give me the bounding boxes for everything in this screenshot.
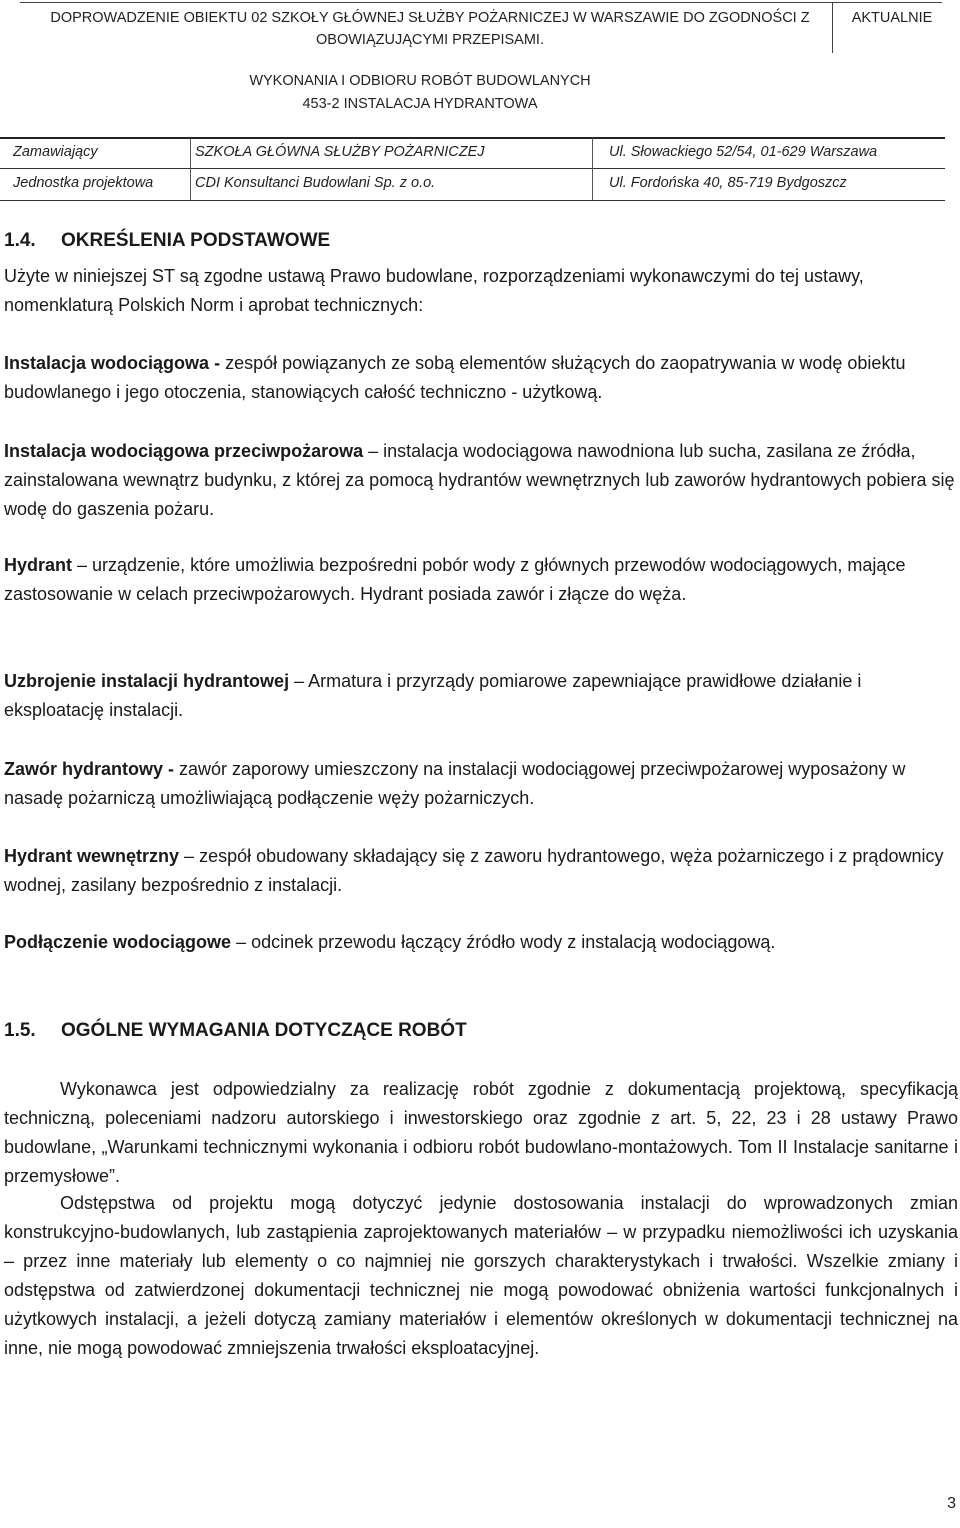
status-label: AKTUALNIE [851, 10, 933, 26]
definition-text: odcinek przewodu łączący źródło wody z instalacją wodociągową. [251, 932, 776, 952]
document-title: DOPROWADZENIE OBIEKTU 02 SZKOŁY GŁÓWNEJ SŁUŻBY POŻARNICZEJ W WARSZAWIE DO ZGODNOŚCI Z OBOWIĄZUJĄCYMI PRZEPISAMI. [50, 10, 810, 48]
designer-label: Jednostka projektowa [13, 175, 154, 191]
client-address: Ul. Słowackiego 52/54, 01-629 Warszawa [609, 144, 878, 160]
definition-separator: – [72, 555, 93, 575]
header-col-divider-1 [190, 138, 191, 200]
definition-text: zawór zaporowy umieszczony na instalacji wodociągowej przeciwpożarowej wyposażony w nasadę pożarniczą umożliwiającą podłączenie węży pożarniczych. [4, 759, 906, 808]
definition-separator: – [289, 671, 309, 691]
section-title: OGÓLNE WYMAGANIA DOTYCZĄCE ROBÓT [61, 1020, 467, 1041]
definition-paragraph [4, 667, 958, 725]
designer-address: Ul. Fordońska 40, 85-719 Bydgoszcz [609, 175, 847, 191]
definition-term: Instalacja wodociągowa [4, 353, 210, 373]
client-name: SZKOŁA GŁÓWNA SŁUŻBY POŻARNICZEJ [195, 144, 485, 160]
designer-name: CDI Konsultanci Budowlani Sp. z o.o. [195, 175, 436, 191]
definition-term: Instalacja wodociągowa przeciwpożarowa [4, 441, 364, 461]
definition-separator: – [179, 846, 200, 866]
definition-text: urządzenie, które umożliwia bezpośredni pobór wody z głównych przewodów wodociągowych, mające zastosowanie w celach przeciwpożarowych. Hydrant posiada zawór i złącze do węża. [4, 555, 906, 604]
section-1-4-heading [4, 226, 958, 255]
definition-paragraph [4, 842, 958, 900]
definition-paragraph [4, 755, 958, 813]
requirements-paragraph: Wykonawca jest odpowiedzialny za realizację robót zgodnie z dokumentacją projektową, specyfikacją techniczną, poleceniami nadzoru autorskiego i inwestorskiego oraz zgodnie z art. 5, 22, 23 i 28 ustawy Prawo budowlane, „Warunkami technicznymi wykonania i odbioru robót budowlano-montażowych. Tom II Instalacje sanitarne i przemysłowe”. [4, 1079, 958, 1186]
header-divider [832, 3, 833, 53]
spec-subtitle [20, 70, 820, 116]
definition-paragraph [4, 349, 958, 407]
requirements-paragraph: Odstępstwa od projektu mogą dotyczyć jedynie dostosowania instalacji do wprowadzonych zmian konstrukcyjno-budowlanych, lub zastąpienia zaprojektowanych materiałów – w przypadku niemożliwości ich uzyskania – przez inne materiały lub elementy o co najmniej nie gorszych charakterystykach i trwałości. Wszelkie zmiany i odstępstwa od zatwierdzonej dokumentacji technicznej nie mogą powodować obniżenia wartości funkcjonalnych i użytkowych instalacji, a jeżeli dotyczą zamiany materiałów i elementów określonych w dokumentacji technicznej na inne, nie mogą powodować zmniejszenia trwałości eksploatacyjnej. [4, 1193, 958, 1358]
definition-text: zespół powiązanych ze sobą elementów służących do zaopatrywania w wodę obiektu budowlanego i jego otoczenia, stanowiących całość techniczno - użytkową. [4, 353, 906, 402]
page-number: 3 [947, 1495, 956, 1512]
definition-term: Zawór hydrantowy - [4, 759, 175, 779]
spec-subtitle-line2: 453-2 INSTALACJA HYDRANTOWA [302, 96, 538, 112]
header-rule-bottom [0, 200, 945, 201]
definition-term: Podłączenie wodociągowe [4, 932, 232, 952]
designer-row [0, 169, 945, 199]
definition-paragraph [4, 551, 958, 609]
definition-text: instalacja wodociągowa nawodniona lub sucha, zasilana ze źródła, zainstalowana wewnątrz budynku, z której za pomocą hydrantów wewnętrznych lub zaworów hydrantowych pobiera się wodę do gaszenia pożaru. [4, 441, 955, 519]
definition-term: Hydrant wewnętrzny [4, 846, 180, 866]
definition-term: Uzbrojenie instalacji hydrantowej [4, 671, 290, 691]
intro-paragraph: Użyte w niniejszej ST są zgodne ustawą Prawo budowlane, rozporządzeniami wykonawczymi do tej ustawy, nomenklaturą Polskich Norm i aprobat technicznych: [4, 266, 864, 315]
definition-term: Hydrant [4, 555, 73, 575]
header-box [20, 2, 942, 53]
definition-separator: – [363, 441, 384, 461]
definition-paragraph [4, 928, 958, 957]
section-number: 1.4. [4, 230, 36, 251]
header-col-divider-2 [592, 138, 593, 200]
client-row [0, 138, 945, 168]
section-title: OKREŚLENIA PODSTAWOWE [61, 230, 331, 251]
section-number: 1.5. [4, 1020, 36, 1041]
definition-separator: – [231, 932, 252, 952]
definition-text: Armatura i przyrządy pomiarowe zapewniające prawidłowe działanie i eksploatację instalacji. [4, 671, 862, 720]
definition-paragraph [4, 437, 958, 524]
definition-text: zespół obudowany składający się z zaworu hydrantowego, węża pożarniczego i z prądownicy wodnej, zasilany bezpośrednio z instalacji. [4, 846, 944, 895]
client-label: Zamawiający [13, 144, 98, 160]
spec-subtitle-line1: WYKONANIA I ODBIORU ROBÓT BUDOWLANYCH [249, 73, 591, 89]
section-1-5-heading [4, 1016, 958, 1045]
definition-separator: - [209, 353, 226, 373]
